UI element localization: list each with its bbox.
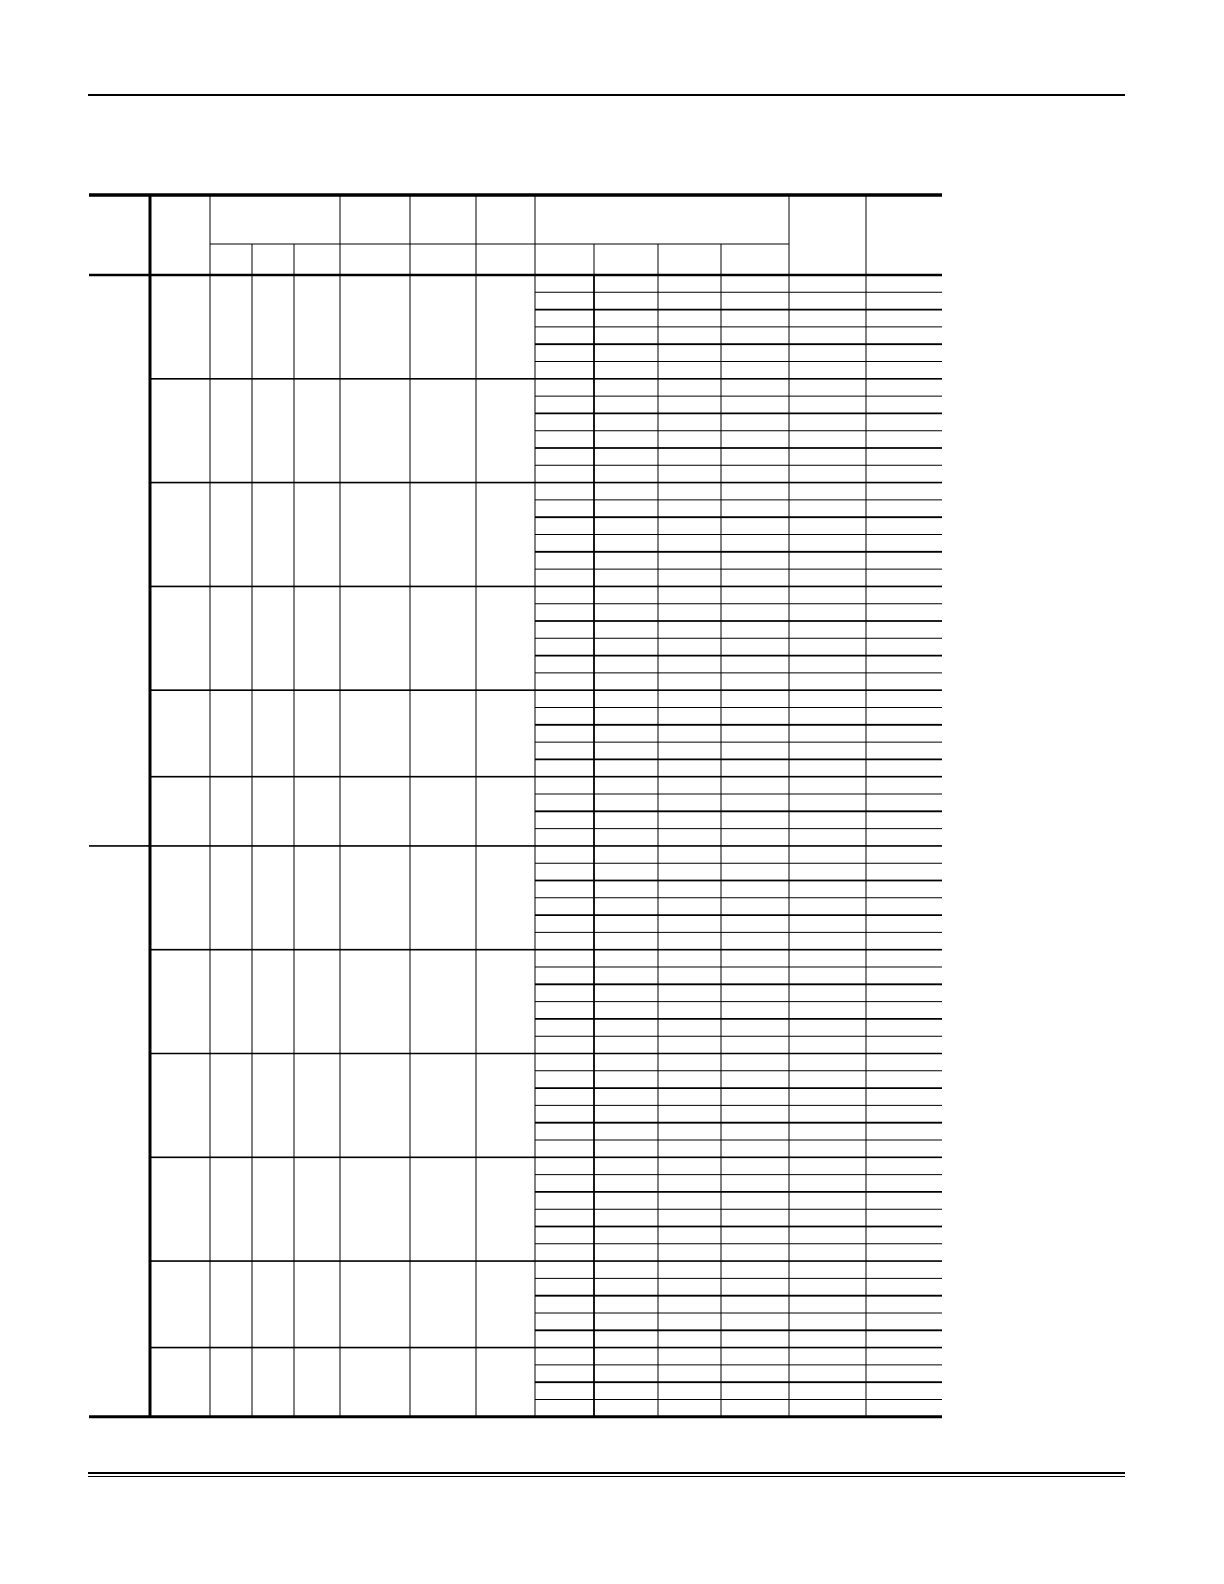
footer-rule-top (88, 1472, 1125, 1474)
footer-rule-bottom (88, 1476, 1125, 1477)
